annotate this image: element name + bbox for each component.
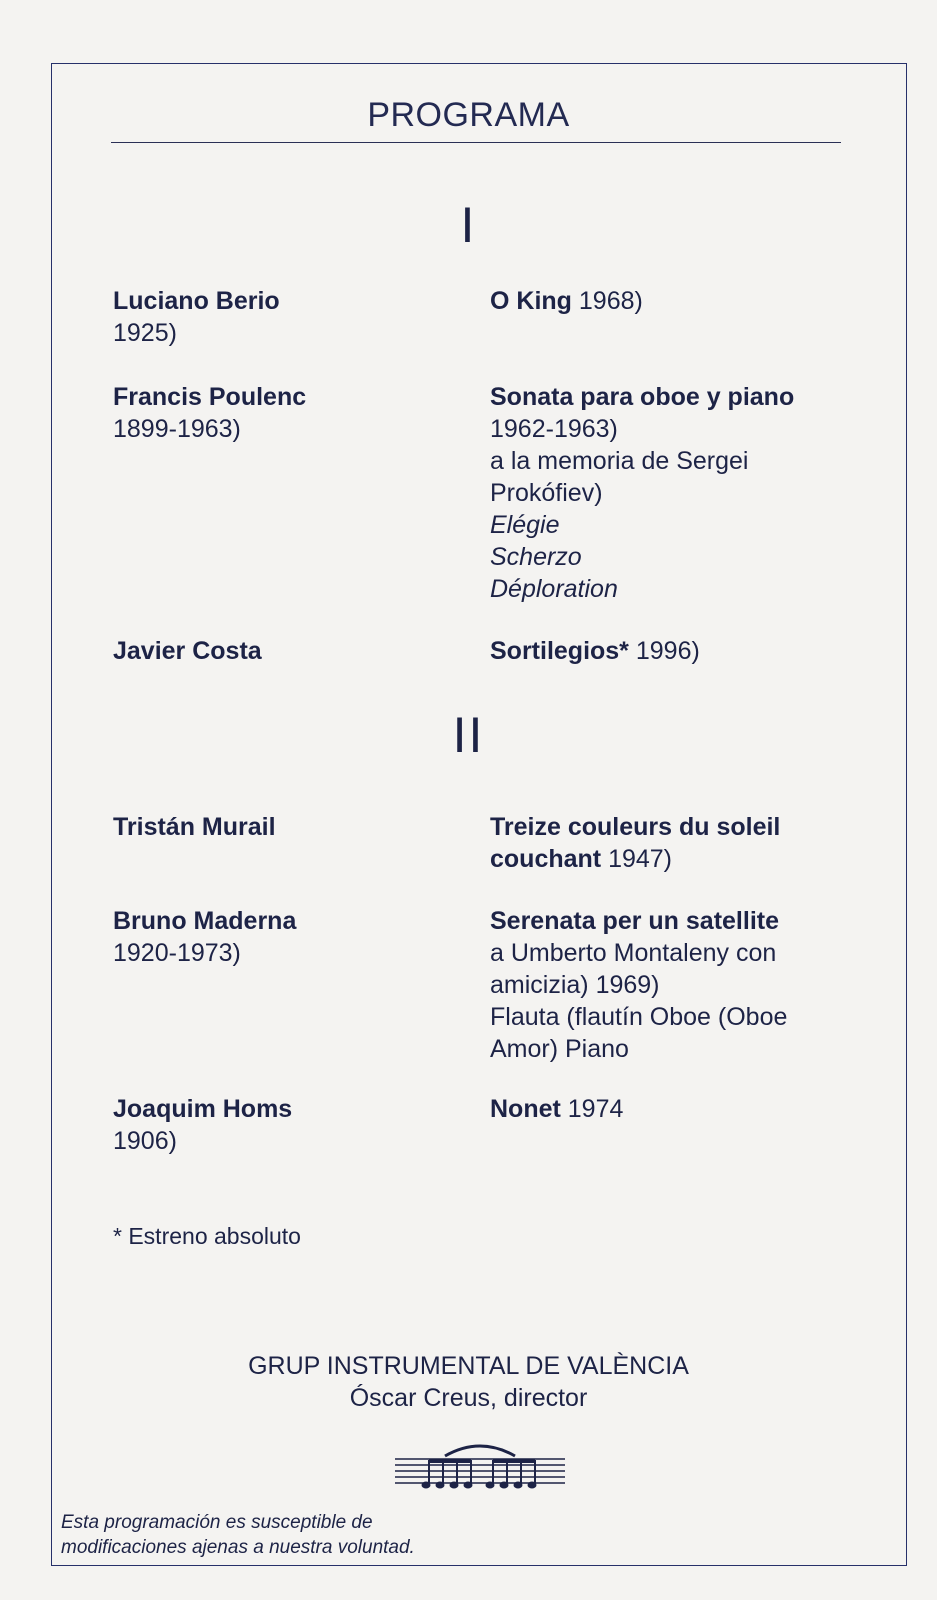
work-dedication: a Umberto Montaleny con: [490, 939, 777, 967]
palau-de-la-musica-logo-icon: [395, 1440, 565, 1500]
ensemble-director: Óscar Creus, director: [349, 1384, 588, 1412]
work-title: Nonet: [490, 1095, 561, 1123]
composer-entry: [113, 811, 463, 843]
section-heading-1: I: [460, 197, 477, 253]
composer-dates: 1906): [113, 1127, 177, 1155]
work-title: Sonata para oboe y piano: [490, 383, 795, 411]
movement: Scherzo: [490, 543, 582, 571]
work-instrumentation: Amor) Piano: [490, 1035, 629, 1063]
work-details: 1968): [571, 287, 643, 315]
work-entry: [490, 1093, 850, 1125]
work-details: 1962-1963): [490, 415, 618, 443]
section-heading-2: II: [452, 707, 485, 763]
work-details: 1947): [601, 845, 673, 873]
composer-name: Bruno Maderna: [113, 907, 297, 935]
work-title: Serenata per un satellite: [490, 907, 780, 935]
composer-name: Javier Costa: [113, 637, 262, 665]
work-details: 1974: [560, 1095, 624, 1123]
page-title: PROGRAMA: [367, 96, 570, 134]
work-entry: [490, 635, 850, 667]
work-instrumentation: Flauta (flautín Oboe (Oboe: [490, 1003, 788, 1031]
disclaimer-line: modificaciones ajenas a nuestra voluntad.: [61, 1537, 415, 1558]
title-divider: [111, 142, 841, 143]
work-title: couchant: [490, 845, 602, 873]
ensemble-credit: [0, 1350, 937, 1414]
composer-entry: [113, 905, 463, 969]
composer-name: Joaquim Homs: [113, 1095, 293, 1123]
ensemble-name: GRUP INSTRUMENTAL DE VALÈNCIA: [248, 1352, 689, 1380]
movement: Déploration: [490, 575, 618, 603]
composer-name: Luciano Berio: [113, 287, 280, 315]
composer-entry: [113, 285, 463, 349]
composer-dates: 1920-1973): [113, 939, 241, 967]
work-entry: [490, 381, 850, 605]
work-dedication: a la memoria de Sergei: [490, 447, 749, 475]
work-title: O King: [490, 287, 572, 315]
composer-entry: [113, 1093, 463, 1157]
work-dedication: amicizia) 1969): [490, 971, 660, 999]
footnote: * Estreno absoluto: [113, 1223, 301, 1249]
work-entry: [490, 285, 850, 317]
composer-dates: 1899-1963): [113, 415, 241, 443]
movement: Elégie: [490, 511, 560, 539]
work-entry: [490, 905, 850, 1065]
work-details: 1996): [628, 637, 700, 665]
work-title: Sortilegios*: [490, 637, 629, 665]
composer-name: Tristán Murail: [113, 813, 276, 841]
work-entry: [490, 811, 850, 875]
disclaimer: [61, 1510, 415, 1560]
composer-entry: [113, 381, 463, 445]
disclaimer-line: Esta programación es susceptible de: [61, 1512, 373, 1533]
composer-name: Francis Poulenc: [113, 383, 307, 411]
work-title: Treize couleurs du soleil: [490, 813, 781, 841]
composer-entry: [113, 635, 463, 667]
work-dedication: Prokófiev): [490, 479, 603, 507]
composer-dates: 1925): [113, 319, 177, 347]
